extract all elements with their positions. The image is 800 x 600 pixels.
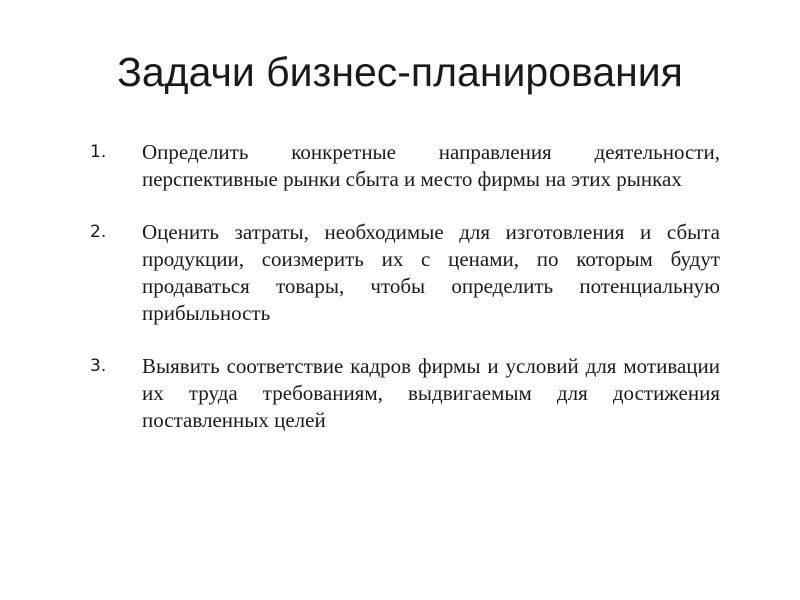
- task-number: 1.: [90, 142, 107, 162]
- task-item: [90, 219, 720, 327]
- task-text: Выявить соответствие кадров фирмы и условий для мотивации их труда требованиям, выдвигаемым для достижения поставленных целей: [142, 354, 720, 432]
- task-text: Оценить затраты, необходимые для изготовления и сбыта продукции, соизмерить их с ценами, по которым будут продаваться товары, чтобы определить потенциальную прибыльность: [142, 220, 720, 325]
- task-text: Определить конкретные направления деятельности, перспективные рынки сбыта и место фирмы на этих рынках: [142, 140, 720, 191]
- task-number: 3.: [90, 356, 107, 376]
- slide-title: Задачи бизнес-планирования: [117, 49, 683, 95]
- task-number: 2.: [90, 222, 107, 242]
- task-item: [90, 139, 720, 193]
- task-item: [90, 353, 720, 434]
- task-list: [90, 139, 720, 460]
